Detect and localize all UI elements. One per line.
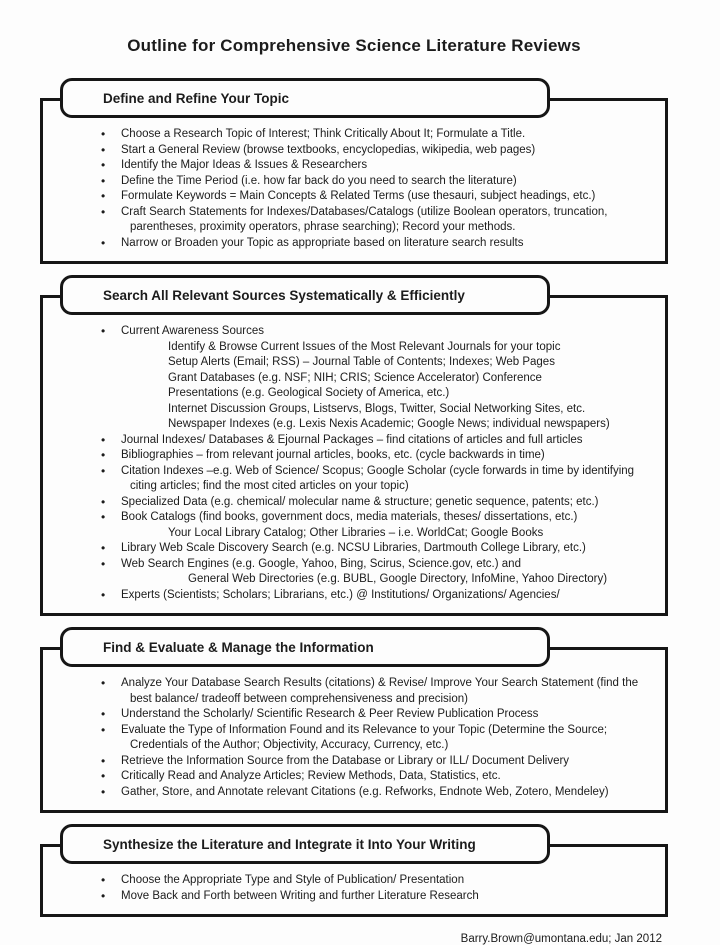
list-item: • Formulate Keywords = Main Concepts & Related Terms (use thesauri, subject headings, etc.) [43, 189, 655, 205]
list-item: • Identify the Major Ideas & Issues & Researchers [43, 158, 655, 174]
list-item: • Bibliographies – from relevant journal articles, books, etc. (cycle backwards in time) [43, 448, 655, 464]
list-item: • Evaluate the Type of Information Found and its Relevance to your Topic (Determine the Source; Credentials of the Author; Objectivity, Accuracy, Currency, etc.) [43, 723, 655, 754]
section-heading-tab [60, 78, 550, 118]
list-item: • Define the Time Period (i.e. how far back do you need to search the literature) [43, 174, 655, 190]
list-item: • Journal Indexes/ Databases & Ejournal Packages – find citations of articles and full articles [43, 433, 655, 449]
outline-section [40, 78, 668, 264]
list-subitem: Internet Discussion Groups, Listservs, Blogs, Twitter, Social Networking Sites, etc. [168, 402, 586, 415]
list-item: • Web Search Engines (e.g. Google, Yahoo, Bing, Scirus, Science.gov, etc.) and [43, 557, 655, 573]
list-subitem: Newspaper Indexes (e.g. Lexis Nexis Academic; Google News; individual newspapers) [168, 418, 610, 430]
section-heading-label: Define and Refine Your Topic [103, 90, 290, 106]
section-body [40, 647, 668, 813]
page-title: Outline for Comprehensive Science Literature Reviews [127, 36, 581, 55]
list-item: • Choose a Research Topic of Interest; Think Critically About It; Formulate a Title. [43, 127, 655, 143]
list-item: • Start a General Review (browse textbooks, encyclopedias, wikipedia, web pages) [43, 143, 655, 159]
list-item: • Analyze Your Database Search Results (citations) & Revise/ Improve Your Search Statement (find the best balance/ tradeoff between comprehensiveness and precision) [43, 676, 655, 707]
outline-section [40, 627, 668, 813]
sections [40, 78, 668, 917]
section-body [40, 98, 668, 264]
section-body [40, 295, 668, 616]
section-heading-label: Search All Relevant Sources Systematically & Efficiently [103, 287, 465, 303]
list-item: • Move Back and Forth between Writing and further Literature Research [43, 889, 655, 905]
section-heading-label: Find & Evaluate & Manage the Information [103, 639, 374, 655]
list-subitem: Your Local Library Catalog; Other Libraries – i.e. WorldCat; Google Books [168, 526, 544, 539]
list-item: • Book Catalogs (find books, government docs, media materials, theses/ dissertations, etc.) [43, 510, 655, 526]
section-heading-tab [60, 627, 550, 667]
list-item: • Narrow or Broaden your Topic as appropriate based on literature search results [43, 236, 655, 252]
list-item: • Understand the Scholarly/ Scientific Research & Peer Review Publication Process [43, 707, 655, 723]
list-subitem: Grant Databases (e.g. NSF; NIH; CRIS; Science Accelerator) Conference [168, 371, 542, 384]
footer-credit: Barry.Brown@umontana.edu; Jan 2012 [460, 933, 662, 945]
list-item: • Critically Read and Analyze Articles; Review Methods, Data, Statistics, etc. [43, 769, 655, 785]
list-subitem: General Web Directories (e.g. BUBL, Google Directory, InfoMine, Yahoo Directory) [188, 573, 608, 585]
list-item: • Experts (Scientists; Scholars; Librarians, etc.) @ Institutions/ Organizations/ Agencies/ [43, 588, 655, 604]
section-heading-tab [60, 275, 550, 315]
section-heading-tab [60, 824, 550, 864]
section-heading-label: Synthesize the Literature and Integrate it Into Your Writing [103, 836, 476, 852]
list-item: • Retrieve the Information Source from the Database or Library or ILL/ Document Delivery [43, 754, 655, 770]
list-subitem: Presentations (e.g. Geological Society of America, etc.) [168, 387, 450, 399]
list-subitem: Identify & Browse Current Issues of the Most Relevant Journals for your topic [168, 340, 561, 353]
list-item: • Library Web Scale Discovery Search (e.g. NCSU Libraries, Dartmouth College Library, etc.) [43, 541, 655, 557]
outline-section [40, 824, 668, 917]
list-item: • Craft Search Statements for Indexes/Databases/Catalogs (utilize Boolean operators, truncation, parentheses, proximity operators, phrase searching); Record your methods. [43, 205, 655, 236]
list-item: • Specialized Data (e.g. chemical/ molecular name & structure; genetic sequence, patents; etc.) [43, 495, 655, 511]
list-item: • Gather, Store, and Annotate relevant Citations (e.g. Refworks, Endnote Web, Zotero, Mendeley) [43, 785, 655, 801]
outline-section [40, 275, 668, 616]
list-item: • Current Awareness Sources [43, 324, 655, 340]
list-item: • Citation Indexes –e.g. Web of Science/ Scopus; Google Scholar (cycle forwards in time by identifying citing articles; find the most cited articles on your topic) [43, 464, 655, 495]
list-item: • Choose the Appropriate Type and Style of Publication/ Presentation [43, 873, 655, 889]
list-subitem: Setup Alerts (Email; RSS) – Journal Table of Contents; Indexes; Web Pages [168, 356, 555, 368]
